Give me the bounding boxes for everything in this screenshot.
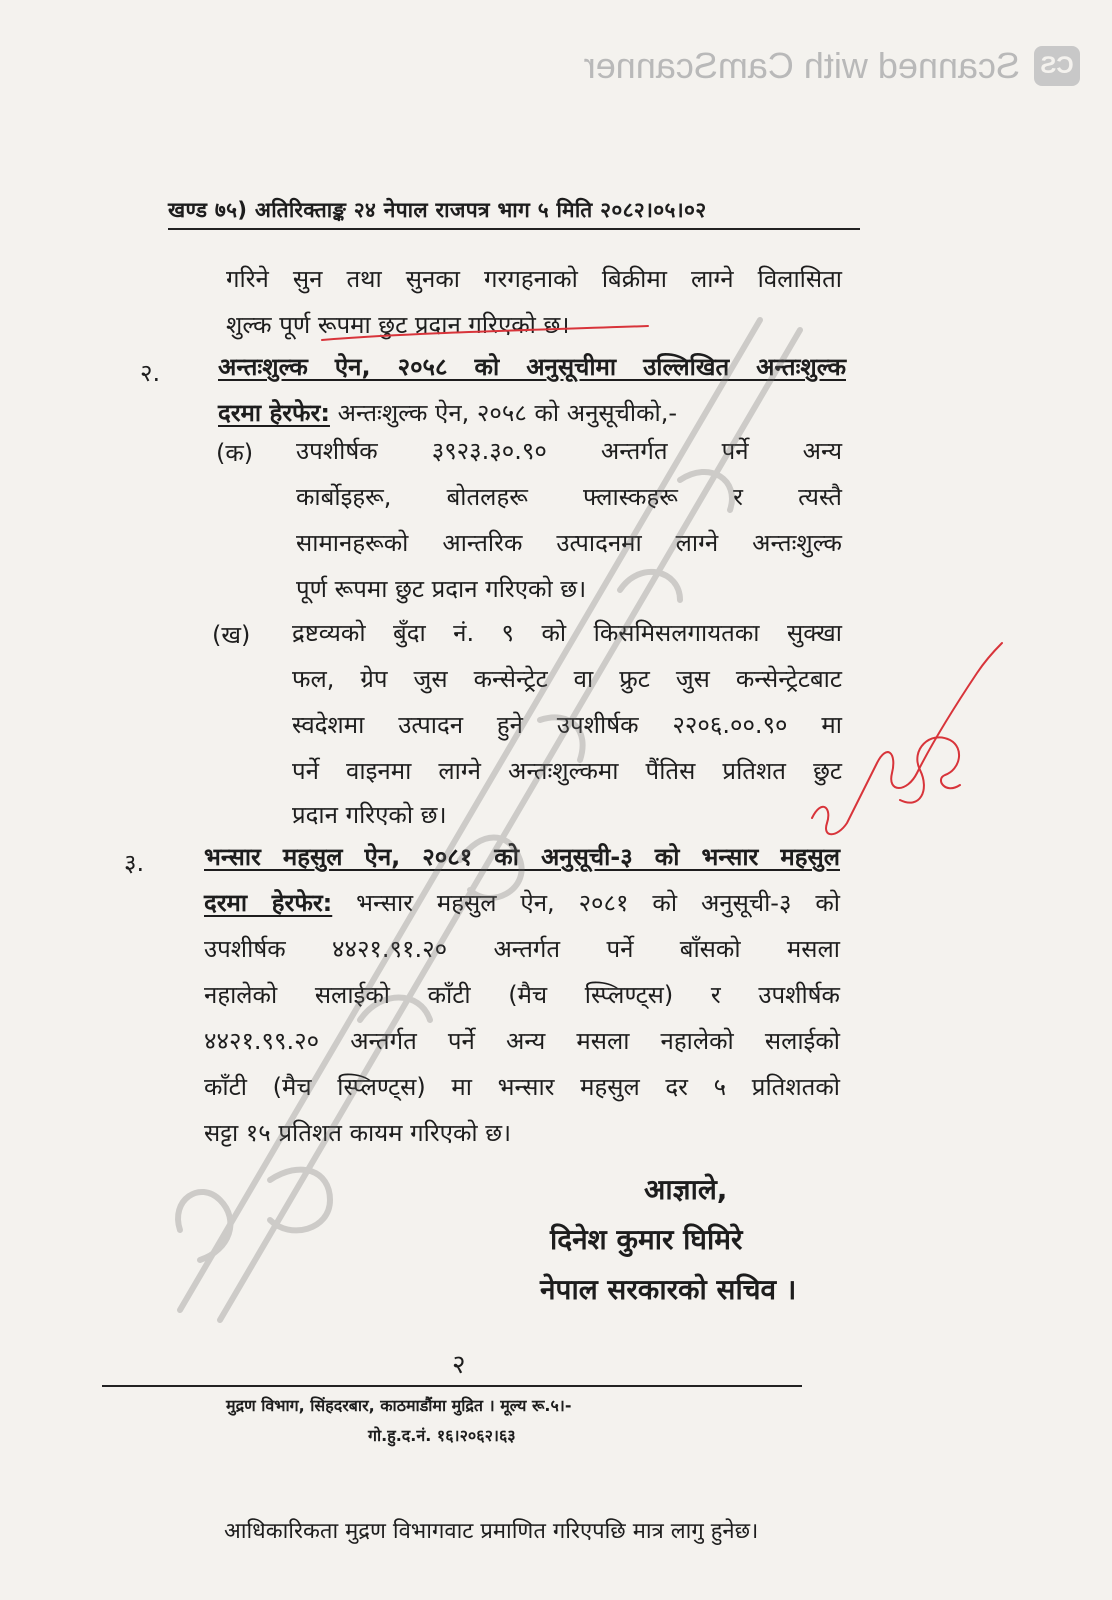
camscanner-watermark <box>520 40 1080 92</box>
signature-name: दिनेश कुमार घिमिरे <box>550 1223 743 1256</box>
section-3-heading: भन्सार महसुल ऐन, २०८१ को अनुसूची-३ को भन्सार महसुल <box>204 843 840 871</box>
section-3-number: ३. <box>124 849 145 877</box>
signature-title: नेपाल सरकारको सचिव । <box>540 1273 797 1306</box>
section-3-line-2: नहालेको सलाईको काँटी (मैच स्प्लिण्ट्स) र उपशीर्षक <box>204 981 840 1009</box>
gazette-header: खण्ड ७५) अतिरिक्ताङ्क २४ नेपाल राजपत्र भाग ५ मिति २०८२।०५।०२ <box>168 198 707 222</box>
item-ka-line-3: सामानहरूको आन्तरिक उत्पादनमा लाग्ने अन्तःशुल्क <box>296 529 842 557</box>
section-2-heading-rest: अन्तःशुल्क ऐन, २०५८ को अनुसूचीको,- <box>329 399 678 427</box>
item-kha-line-1: द्रष्टव्यको बुँदा नं. ९ को किसमिसलगायतका सुक्खा <box>292 619 842 647</box>
item-kha-line-5: प्रदान गरिएको छ। <box>292 801 447 829</box>
section-2-number: २. <box>140 359 161 387</box>
section-3-heading-rest: भन्सार महसुल ऐन, २०८१ को अनुसूची-३ को <box>332 889 840 917</box>
section-3-heading-cont <box>204 888 840 918</box>
item-ka-line-4: पूर्ण रूपमा छुट प्रदान गरिएको छ। <box>296 575 587 603</box>
item-kha-line-2: फल, ग्रेप जुस कन्सेन्ट्रेट वा फ्रुट जुस कन्सेन्ट्रेटबाट <box>292 665 842 693</box>
red-initials-mark <box>900 737 960 802</box>
section-3-line-4: काँटी (मैच स्प्लिण्ट्स) मा भन्सार महसुल दर ५ प्रतिशतको <box>204 1073 840 1101</box>
item-ka-line-1: उपशीर्षक ३९२३.३०.९० अन्तर्गत पर्ने अन्य <box>296 437 842 465</box>
footer-divider <box>102 1385 802 1387</box>
camscanner-logo-icon: CS <box>1034 46 1080 86</box>
section-3-line-5: सट्टा १५ प्रतिशत कायम गरिएको छ। <box>204 1119 512 1147</box>
item-kha-line-3: स्वदेशमा उत्पादन हुने उपशीर्षक २२०६.००.९० मा <box>292 711 842 739</box>
item-ka-label: (क) <box>216 439 254 467</box>
footer-line-1: मुद्रण विभाग, सिंहदरबार, काठमाडौंमा मुद्रित । मूल्य रू.५।- <box>226 1396 572 1415</box>
authenticity-note: आधिकारिकता मुद्रण विभागवाट प्रमाणित गरिएपछि मात्र लागु हुनेछ। <box>224 1519 759 1544</box>
page-number: २ <box>452 1350 466 1380</box>
section-3-heading-bold: दरमा हेरफेर: <box>204 889 333 917</box>
section-2-heading: अन्तःशुल्क ऐन, २०५८ को अनुसूचीमा उल्लिखित अन्तःशुल्क <box>218 353 846 381</box>
continuation-line-2: शुल्क पूर्ण रूपमा छुट प्रदान गरिएको छ। <box>226 311 570 339</box>
section-2-heading-bold: दरमा हेरफेर: <box>218 399 330 427</box>
signature-order: आज्ञाले, <box>644 1173 728 1206</box>
item-ka-line-2: कार्बोइहरू, बोतलहरू फ्लास्कहरू र त्यस्तै <box>296 483 842 511</box>
camscanner-text: Scanned with CamScanner <box>583 45 1020 86</box>
section-3-line-1: उपशीर्षक ४४२१.९१.२० अन्तर्गत पर्ने बाँसको मसला <box>204 935 840 963</box>
item-kha-line-4: पर्ने वाइनमा लाग्ने अन्तःशुल्कमा पैंतिस प्रतिशत छुट <box>292 757 842 785</box>
item-kha-label: (ख) <box>212 621 251 649</box>
continuation-line-1: गरिने सुन तथा सुनका गरगहनाको बिक्रीमा लाग्ने विलासिता <box>226 265 842 293</box>
section-3-line-3: ४४२१.९९.२० अन्तर्गत पर्ने अन्य मसला नहालेको सलाईको <box>204 1027 840 1055</box>
section-2-heading-cont <box>218 398 677 428</box>
header-divider <box>168 228 860 230</box>
footer-line-2: गो.हु.द.नं. १६।२०६२।६३ <box>368 1426 516 1445</box>
